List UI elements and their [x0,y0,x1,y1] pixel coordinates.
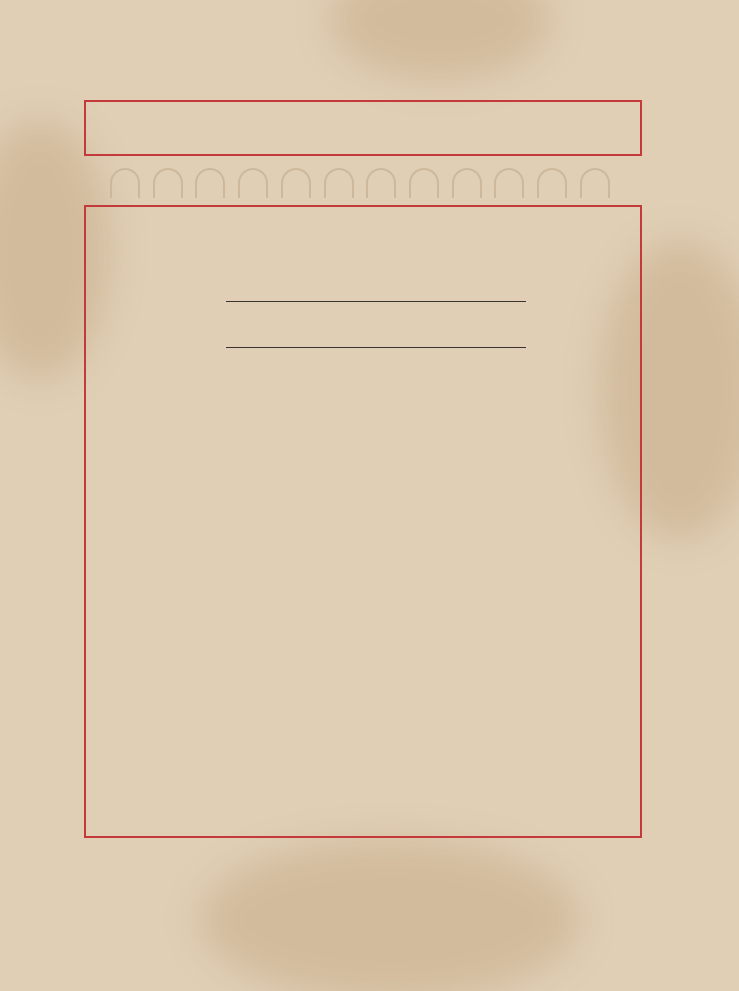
arch-cutout [238,168,268,198]
arch-cutout [324,168,354,198]
arch-cutout [110,168,140,198]
stain [200,840,580,991]
arch-cutout [452,168,482,198]
series-header-box [84,100,642,156]
arch-cutout [537,168,567,198]
divider-rule [226,301,526,302]
arch-cutout [366,168,396,198]
stain [330,0,550,80]
arch-cutout [153,168,183,198]
arch-cutout [494,168,524,198]
arch-cutout [409,168,439,198]
divider-rule [226,347,526,348]
arch-cutout [195,168,225,198]
hand-analysis-box [84,205,642,838]
arch-cutout [281,168,311,198]
arch-perforations [110,168,610,200]
arch-cutout [580,168,610,198]
